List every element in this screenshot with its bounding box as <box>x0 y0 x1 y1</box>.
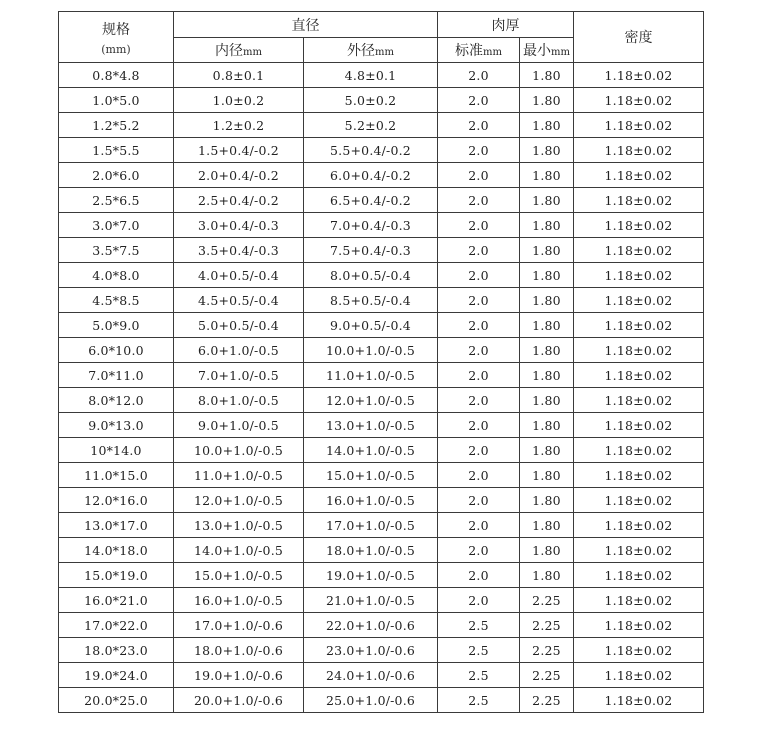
cell-density: 1.18±0.02 <box>574 288 704 313</box>
cell-minimum: 1.80 <box>520 238 574 263</box>
cell-outer: 4.8±0.1 <box>304 63 438 88</box>
cell-spec: 14.0*18.0 <box>59 538 174 563</box>
cell-density: 1.18±0.02 <box>574 238 704 263</box>
cell-density: 1.18±0.02 <box>574 613 704 638</box>
cell-outer: 5.0±0.2 <box>304 88 438 113</box>
table-row <box>59 63 704 88</box>
header-standard-unit: mm <box>483 47 502 58</box>
cell-inner: 2.5+0.4/-0.2 <box>174 188 304 213</box>
cell-inner: 13.0+1.0/-0.5 <box>174 513 304 538</box>
cell-outer: 6.5+0.4/-0.2 <box>304 188 438 213</box>
header-outer-diameter <box>304 38 438 63</box>
cell-outer: 7.0+0.4/-0.3 <box>304 213 438 238</box>
cell-spec: 2.0*6.0 <box>59 163 174 188</box>
table-row <box>59 413 704 438</box>
header-inner-unit: mm <box>243 47 262 58</box>
cell-outer: 19.0+1.0/-0.5 <box>304 563 438 588</box>
cell-outer: 8.5+0.5/-0.4 <box>304 288 438 313</box>
cell-minimum: 2.25 <box>520 613 574 638</box>
cell-minimum: 2.25 <box>520 688 574 713</box>
cell-standard: 2.0 <box>438 363 520 388</box>
cell-standard: 2.0 <box>438 138 520 163</box>
cell-standard: 2.5 <box>438 638 520 663</box>
cell-spec: 20.0*25.0 <box>59 688 174 713</box>
cell-spec: 6.0*10.0 <box>59 338 174 363</box>
cell-density: 1.18±0.02 <box>574 138 704 163</box>
cell-density: 1.18±0.02 <box>574 563 704 588</box>
cell-standard: 2.0 <box>438 313 520 338</box>
cell-minimum: 1.80 <box>520 113 574 138</box>
cell-density: 1.18±0.02 <box>574 663 704 688</box>
cell-density: 1.18±0.02 <box>574 413 704 438</box>
table-row <box>59 238 704 263</box>
cell-spec: 17.0*22.0 <box>59 613 174 638</box>
cell-standard: 2.5 <box>438 688 520 713</box>
cell-outer: 16.0+1.0/-0.5 <box>304 488 438 513</box>
cell-standard: 2.0 <box>438 163 520 188</box>
header-row-top <box>59 12 704 38</box>
cell-minimum: 1.80 <box>520 288 574 313</box>
cell-density: 1.18±0.02 <box>574 638 704 663</box>
cell-density: 1.18±0.02 <box>574 163 704 188</box>
cell-minimum: 1.80 <box>520 388 574 413</box>
table-row <box>59 663 704 688</box>
header-wall-thickness: 肉厚 <box>438 12 574 38</box>
cell-outer: 17.0+1.0/-0.5 <box>304 513 438 538</box>
header-minimum-unit: mm <box>551 47 570 58</box>
cell-density: 1.18±0.02 <box>574 588 704 613</box>
table-row <box>59 538 704 563</box>
cell-inner: 15.0+1.0/-0.5 <box>174 563 304 588</box>
cell-inner: 8.0+1.0/-0.5 <box>174 388 304 413</box>
cell-minimum: 1.80 <box>520 363 574 388</box>
cell-outer: 5.2±0.2 <box>304 113 438 138</box>
header-standard-label: 标准 <box>455 43 484 59</box>
cell-inner: 0.8±0.1 <box>174 63 304 88</box>
cell-standard: 2.0 <box>438 438 520 463</box>
cell-density: 1.18±0.02 <box>574 63 704 88</box>
table-row <box>59 138 704 163</box>
cell-minimum: 1.80 <box>520 488 574 513</box>
cell-inner: 3.5+0.4/-0.3 <box>174 238 304 263</box>
table-header <box>59 12 704 63</box>
header-inner-diameter <box>174 38 304 63</box>
cell-spec: 9.0*13.0 <box>59 413 174 438</box>
table-body <box>59 63 704 713</box>
cell-inner: 16.0+1.0/-0.5 <box>174 588 304 613</box>
cell-outer: 15.0+1.0/-0.5 <box>304 463 438 488</box>
cell-minimum: 1.80 <box>520 463 574 488</box>
cell-inner: 5.0+0.5/-0.4 <box>174 313 304 338</box>
cell-outer: 23.0+1.0/-0.6 <box>304 638 438 663</box>
cell-outer: 21.0+1.0/-0.5 <box>304 588 438 613</box>
cell-outer: 7.5+0.4/-0.3 <box>304 238 438 263</box>
cell-spec: 0.8*4.8 <box>59 63 174 88</box>
cell-density: 1.18±0.02 <box>574 338 704 363</box>
cell-spec: 8.0*12.0 <box>59 388 174 413</box>
cell-spec: 1.2*5.2 <box>59 113 174 138</box>
cell-density: 1.18±0.02 <box>574 113 704 138</box>
cell-inner: 4.5+0.5/-0.4 <box>174 288 304 313</box>
cell-minimum: 1.80 <box>520 263 574 288</box>
cell-outer: 18.0+1.0/-0.5 <box>304 538 438 563</box>
cell-outer: 22.0+1.0/-0.6 <box>304 613 438 638</box>
table-row <box>59 163 704 188</box>
cell-outer: 5.5+0.4/-0.2 <box>304 138 438 163</box>
cell-outer: 24.0+1.0/-0.6 <box>304 663 438 688</box>
cell-outer: 13.0+1.0/-0.5 <box>304 413 438 438</box>
cell-standard: 2.0 <box>438 188 520 213</box>
cell-spec: 10*14.0 <box>59 438 174 463</box>
cell-minimum: 1.80 <box>520 63 574 88</box>
cell-standard: 2.0 <box>438 263 520 288</box>
cell-standard: 2.0 <box>438 88 520 113</box>
table-row <box>59 88 704 113</box>
spec-sheet <box>58 11 703 713</box>
cell-minimum: 1.80 <box>520 188 574 213</box>
header-density: 密度 <box>574 12 704 63</box>
cell-inner: 7.0+1.0/-0.5 <box>174 363 304 388</box>
table-row <box>59 388 704 413</box>
cell-inner: 1.2±0.2 <box>174 113 304 138</box>
cell-minimum: 2.25 <box>520 588 574 613</box>
cell-minimum: 1.80 <box>520 513 574 538</box>
cell-spec: 19.0*24.0 <box>59 663 174 688</box>
cell-outer: 6.0+0.4/-0.2 <box>304 163 438 188</box>
cell-density: 1.18±0.02 <box>574 388 704 413</box>
cell-minimum: 1.80 <box>520 438 574 463</box>
cell-spec: 5.0*9.0 <box>59 313 174 338</box>
cell-inner: 2.0+0.4/-0.2 <box>174 163 304 188</box>
cell-outer: 25.0+1.0/-0.6 <box>304 688 438 713</box>
header-diameter: 直径 <box>174 12 438 38</box>
cell-density: 1.18±0.02 <box>574 363 704 388</box>
cell-density: 1.18±0.02 <box>574 263 704 288</box>
table-row <box>59 313 704 338</box>
cell-minimum: 1.80 <box>520 538 574 563</box>
cell-standard: 2.0 <box>438 488 520 513</box>
table-row <box>59 363 704 388</box>
cell-outer: 9.0+0.5/-0.4 <box>304 313 438 338</box>
table-row <box>59 688 704 713</box>
table-row <box>59 188 704 213</box>
cell-minimum: 1.80 <box>520 138 574 163</box>
cell-inner: 3.0+0.4/-0.3 <box>174 213 304 238</box>
cell-inner: 1.5+0.4/-0.2 <box>174 138 304 163</box>
cell-outer: 12.0+1.0/-0.5 <box>304 388 438 413</box>
cell-density: 1.18±0.02 <box>574 488 704 513</box>
table-row <box>59 488 704 513</box>
cell-standard: 2.0 <box>438 513 520 538</box>
cell-minimum: 1.80 <box>520 313 574 338</box>
cell-spec: 11.0*15.0 <box>59 463 174 488</box>
header-outer-label: 外径 <box>347 43 376 59</box>
cell-inner: 6.0+1.0/-0.5 <box>174 338 304 363</box>
cell-spec: 3.5*7.5 <box>59 238 174 263</box>
header-inner-label: 内径 <box>215 43 244 59</box>
cell-outer: 11.0+1.0/-0.5 <box>304 363 438 388</box>
table-row <box>59 338 704 363</box>
cell-inner: 9.0+1.0/-0.5 <box>174 413 304 438</box>
cell-standard: 2.0 <box>438 413 520 438</box>
cell-standard: 2.0 <box>438 388 520 413</box>
header-standard <box>438 38 520 63</box>
cell-spec: 12.0*16.0 <box>59 488 174 513</box>
header-minimum-label: 最小 <box>523 43 552 59</box>
header-spec-unit: (mm) <box>101 42 131 56</box>
cell-spec: 3.0*7.0 <box>59 213 174 238</box>
cell-density: 1.18±0.02 <box>574 213 704 238</box>
cell-minimum: 1.80 <box>520 163 574 188</box>
cell-standard: 2.0 <box>438 63 520 88</box>
cell-inner: 14.0+1.0/-0.5 <box>174 538 304 563</box>
cell-density: 1.18±0.02 <box>574 513 704 538</box>
cell-density: 1.18±0.02 <box>574 188 704 213</box>
cell-minimum: 2.25 <box>520 663 574 688</box>
cell-standard: 2.0 <box>438 113 520 138</box>
cell-standard: 2.0 <box>438 288 520 313</box>
cell-spec: 4.5*8.5 <box>59 288 174 313</box>
cell-spec: 1.5*5.5 <box>59 138 174 163</box>
header-spec-label: 规格 <box>102 21 130 38</box>
spec-table <box>58 11 704 713</box>
cell-inner: 18.0+1.0/-0.6 <box>174 638 304 663</box>
header-minimum <box>520 38 574 63</box>
cell-spec: 7.0*11.0 <box>59 363 174 388</box>
cell-density: 1.18±0.02 <box>574 313 704 338</box>
cell-spec: 4.0*8.0 <box>59 263 174 288</box>
table-row <box>59 263 704 288</box>
cell-inner: 11.0+1.0/-0.5 <box>174 463 304 488</box>
cell-standard: 2.0 <box>438 588 520 613</box>
cell-spec: 2.5*6.5 <box>59 188 174 213</box>
cell-density: 1.18±0.02 <box>574 688 704 713</box>
cell-minimum: 1.80 <box>520 338 574 363</box>
table-row <box>59 513 704 538</box>
cell-outer: 8.0+0.5/-0.4 <box>304 263 438 288</box>
cell-inner: 4.0+0.5/-0.4 <box>174 263 304 288</box>
cell-inner: 19.0+1.0/-0.6 <box>174 663 304 688</box>
cell-standard: 2.0 <box>438 463 520 488</box>
cell-density: 1.18±0.02 <box>574 538 704 563</box>
header-spec <box>59 12 174 63</box>
cell-inner: 10.0+1.0/-0.5 <box>174 438 304 463</box>
cell-minimum: 2.25 <box>520 638 574 663</box>
cell-minimum: 1.80 <box>520 88 574 113</box>
cell-standard: 2.5 <box>438 613 520 638</box>
cell-density: 1.18±0.02 <box>574 88 704 113</box>
table-row <box>59 213 704 238</box>
cell-standard: 2.0 <box>438 213 520 238</box>
cell-standard: 2.5 <box>438 663 520 688</box>
cell-spec: 13.0*17.0 <box>59 513 174 538</box>
cell-standard: 2.0 <box>438 563 520 588</box>
cell-inner: 1.0±0.2 <box>174 88 304 113</box>
table-row <box>59 438 704 463</box>
table-row <box>59 588 704 613</box>
table-row <box>59 113 704 138</box>
cell-standard: 2.0 <box>438 538 520 563</box>
cell-inner: 17.0+1.0/-0.6 <box>174 613 304 638</box>
cell-minimum: 1.80 <box>520 563 574 588</box>
header-outer-unit: mm <box>375 47 394 58</box>
table-row <box>59 463 704 488</box>
cell-spec: 16.0*21.0 <box>59 588 174 613</box>
cell-spec: 1.0*5.0 <box>59 88 174 113</box>
cell-inner: 20.0+1.0/-0.6 <box>174 688 304 713</box>
cell-standard: 2.0 <box>438 238 520 263</box>
cell-spec: 18.0*23.0 <box>59 638 174 663</box>
table-row <box>59 638 704 663</box>
cell-density: 1.18±0.02 <box>574 438 704 463</box>
table-row <box>59 288 704 313</box>
cell-minimum: 1.80 <box>520 213 574 238</box>
cell-inner: 12.0+1.0/-0.5 <box>174 488 304 513</box>
cell-outer: 14.0+1.0/-0.5 <box>304 438 438 463</box>
table-row <box>59 563 704 588</box>
cell-minimum: 1.80 <box>520 413 574 438</box>
cell-density: 1.18±0.02 <box>574 463 704 488</box>
cell-standard: 2.0 <box>438 338 520 363</box>
cell-spec: 15.0*19.0 <box>59 563 174 588</box>
cell-outer: 10.0+1.0/-0.5 <box>304 338 438 363</box>
table-row <box>59 613 704 638</box>
